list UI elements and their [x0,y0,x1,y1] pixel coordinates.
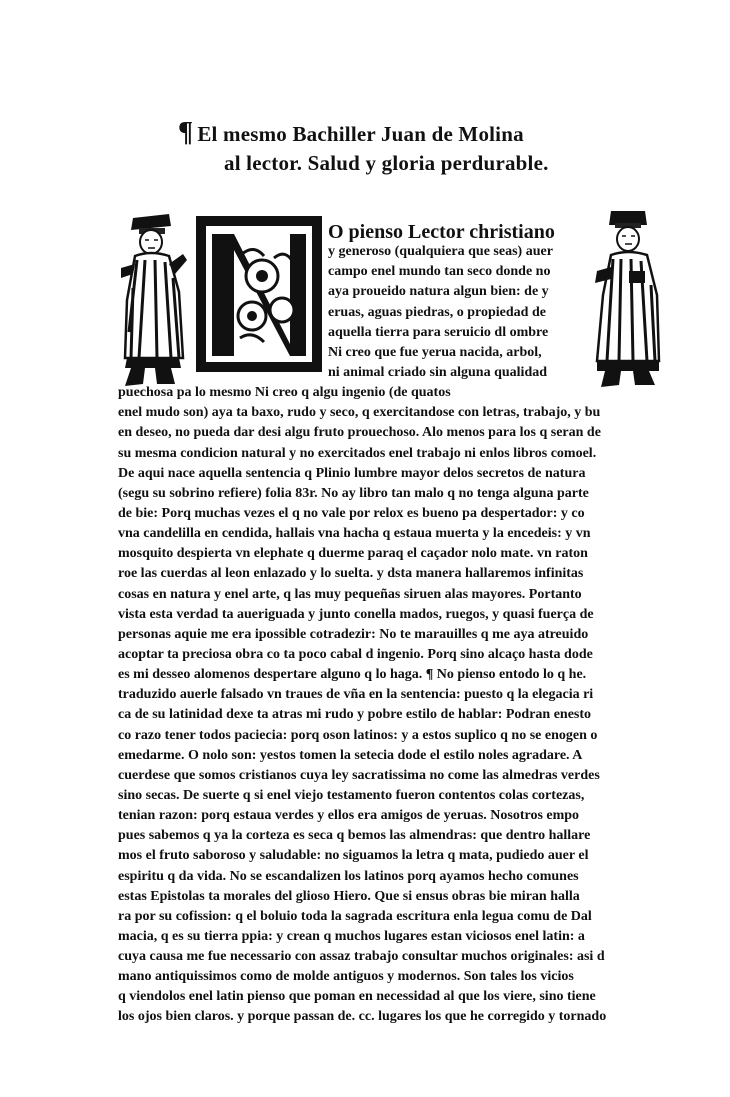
page-heading [178,118,608,178]
text-line: roe las cuerdas al leon enlazado y lo suelta. y dsta manera hallaremos infinitas [118,566,584,582]
heading-line-1-text: El mesmo Bachiller Juan de Molina [197,122,524,146]
text-line: tenian razon: porq estaua verdes y ellos era amigos de yeruas. Nosotros empo [118,808,580,824]
text-line: campo enel mundo tan seco donde no [328,264,551,280]
text-line: puechosa pa lo mesmo Ni creo q algu ingenio (de quatos [118,385,451,401]
text-line: estas Epistolas ta morales del glioso Hiero. Que si ensus obras bie miran halla [118,888,580,904]
text-line: sino secas. De suerte q si enel viejo testamento fueron contentos colas cortezas, [118,787,585,803]
text-line: cosas en natura y enel arte, q las muy pequeñas siruen alas mayores. Portanto [118,586,582,602]
text-line: traduzido auerle falsado vn traues de vña en la sentencia: puesto q la elegacia ri [118,687,594,703]
text-line: ra por su cofission: q el boluio toda la sagrada escritura enla legua comu de Dal [118,908,592,924]
text-line: eruas, aguas piedras, o propiedad de [328,304,546,320]
text-line: ni animal criado sin alguna qualidad [328,364,548,380]
text-line: en deseo, no pueda dar desi algu fruto prouechoso. Alo menos para los q seran de [118,425,601,441]
text-line: De aqui nace aquella sentencia q Plinio lumbre mayor delos secretos de natura [118,465,586,481]
text-line: espiritu q da vida. No se escandalizen los latinos porq ayamos hecho comunes [118,868,579,884]
text-line: los ojos bien claros. y porque passan de. cc. lugares los que he corregido y tornado [118,1009,607,1025]
text-line: (segu su sobrino refiere) folia 83r. No ay libro tan malo q no tenga alguna parte [118,485,589,501]
text-line: mos el fruto saboroso y saludable: no siguamos la letra q mata, pudiedo auer el [118,848,589,864]
text-line: su mesma condicion natural y no exercitados enel trabajo ni enlos libros comoel. [118,445,597,461]
body-text [118,222,688,1028]
text-line: personas aquie me era ipossible cotradezir: No te marauilles q me aya atreuido [118,626,589,642]
text-line: aquella tierra para seruicio dl ombre [328,324,549,340]
text-line: y generoso (qualquiera que seas) auer [328,244,553,260]
pilcrow-mark: ¶ [178,117,194,148]
text-line: macia, q es su tierra ppia: y crean q muchos lugares estan viciosos enel latin: a [118,928,585,944]
text-line: de bie: Porq muchas vezes el q no vale por relox es bueno pa despertador: y co [118,505,585,521]
text-line: aya proueido natura algun bien: de y [328,284,549,300]
text-line: q viendolos enel latin pienso que poman en necessidad al que los viere, sino tiene [118,989,596,1005]
text-line: pues sabemos q ya la corteza es seca q bemos las almendras: que dentro hallare [118,828,591,844]
text-line: cuya causa me fue necessario con assaz trabajo consultar muchos originales: asi d [118,949,605,965]
text-line: ca de su latinidad dexe ta atras mi rudo y pobre estilo de hablar: Podran enesto [118,707,592,723]
text-line: enel mudo son) aya ta baxo, rudo y seco, q exercitandose con letras, trabajo, y bu [118,405,601,421]
text-line: Ni creo que fue yerua nacida, arbol, [328,344,542,360]
text-line: O pienso Lector christiano [328,222,555,243]
text-line: mosquito despierta vn elephate q duerme paraq el caçador nolo mate. vn raton [118,546,588,562]
text-line: emedarme. O nolo son: yestos tomen la setecia dode el estilo noles agradare. A [118,747,583,763]
text-line: mano antiquissimos como de molde antiguos y modernos. Son tales los vicios [118,969,574,985]
text-line: co razo tener todos paciecia: porq oson latinos: y a estos suplico q no se enogen o [118,727,598,743]
heading-line-1 [178,118,608,149]
text-line: acoptar ta preciosa obra co ta poco cabal d ingenio. Porq sino alcaço hasta dode [118,646,593,662]
text-line: vna candelilla en cendida, hallais vna hacha q estaua muerta y la encedeis: y vn [118,526,591,542]
heading-line-2: al lector. Salud y gloria perdurable. [224,151,549,175]
text-line: cuerdese que somos cristianos cuya ley sacratissima no come las almedras verdes [118,767,600,783]
text-line: es mi desseo alomenos despertare alguno q lo haga. ¶ No pienso entodo lo q he. [118,667,587,683]
text-line: vista esta verdad ta aueriguada y junto conella mados, ruegos, y quasi fuerça de [118,606,594,622]
